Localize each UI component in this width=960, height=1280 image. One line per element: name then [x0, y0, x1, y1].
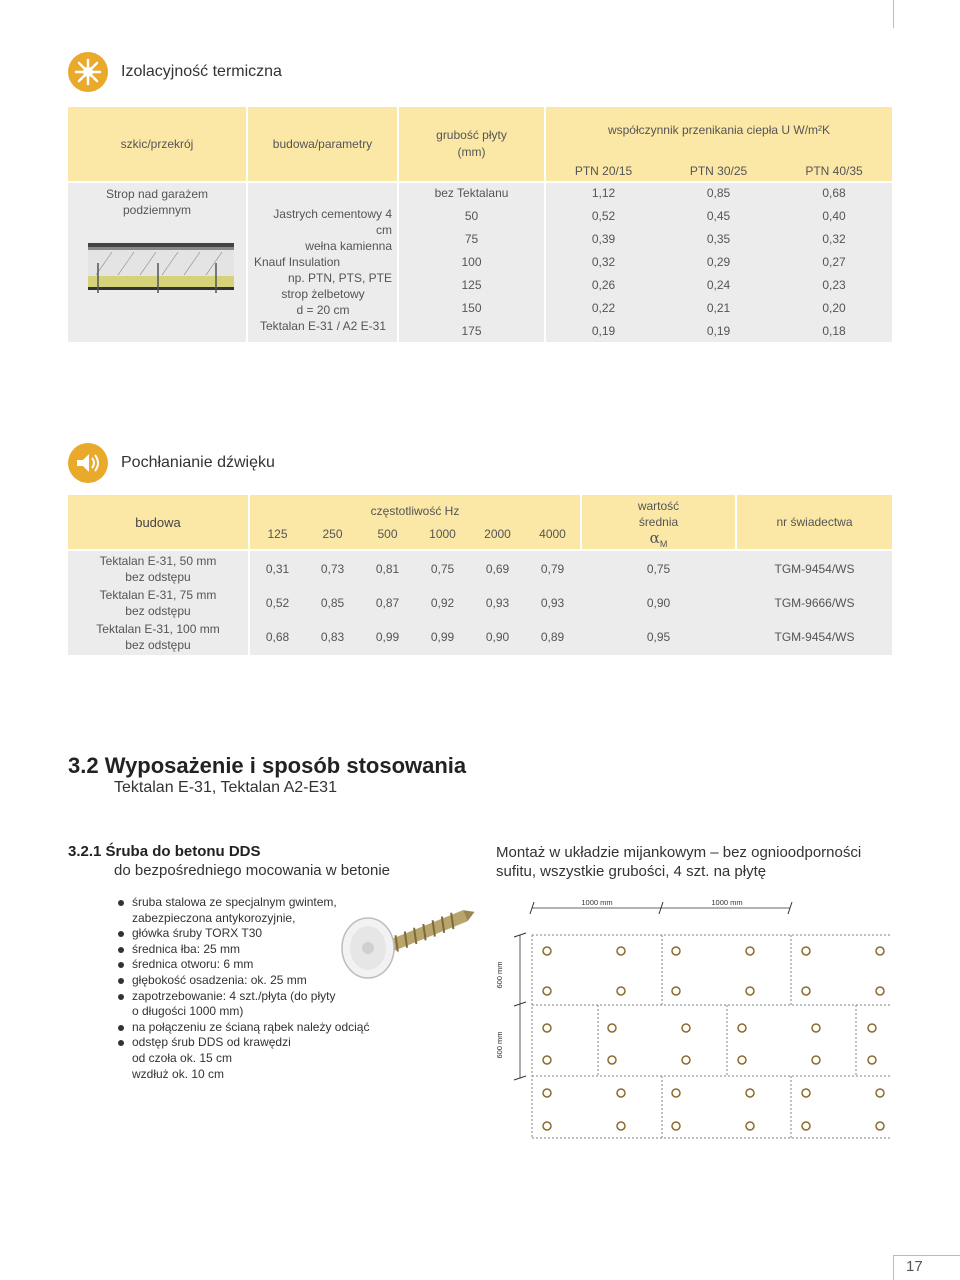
table-cell: 0,93 [540, 596, 565, 610]
table-cell: 0,87 [375, 596, 400, 610]
table-cell: 0,39 [591, 232, 616, 246]
col-ptn-20: PTN 20/15 [574, 164, 633, 178]
list-item: odstęp śrub DDS od krawędzi od czoła ok. 15 cm wzdłuż ok. 10 cm [118, 1035, 398, 1082]
table-cell: 0,93 [485, 596, 510, 610]
table-cell: 0,21 [706, 301, 731, 315]
build-cell [248, 183, 397, 342]
table-cell: 0,99 [430, 630, 455, 644]
dim-label-h1: 1000 mm [581, 898, 613, 907]
table-cell: 0,19 [706, 324, 731, 338]
table-cell: 0,83 [320, 630, 345, 644]
table-cell: 0,22 [591, 301, 616, 315]
table-cell: 0,52 [591, 209, 616, 223]
table-cell: 75 [464, 232, 479, 246]
average-label: wartość średnia [637, 499, 680, 529]
list-item: głębokość osadzenia: ok. 25 mm [118, 973, 398, 989]
section-subheading: Tektalan E-31, Tektalan A2-E31 [114, 779, 337, 796]
table-cell: 0,90 [485, 630, 510, 644]
table-cell: 0,95 [646, 630, 671, 644]
freq-250: 250 [322, 527, 343, 541]
table-cell: 0,90 [646, 596, 671, 610]
thermal-insulation-icon [68, 52, 108, 92]
table-cell: bez Tektalanu [434, 186, 509, 200]
table-cell: 0,99 [375, 630, 400, 644]
table-cell: 50 [464, 209, 479, 223]
header-build-sound: budowa [68, 495, 248, 549]
table-cell: 0,69 [485, 562, 510, 576]
table-cell: 0,45 [706, 209, 731, 223]
sound-build-row: Tektalan E-31, 75 mm bez odstępu [99, 588, 217, 618]
sound-build-row: Tektalan E-31, 50 mm bez odstępu [99, 554, 217, 584]
table-cell: 125 [461, 278, 482, 292]
header-average [582, 495, 735, 549]
thermal-section-title: Izolacyjność termiczna [121, 63, 282, 80]
subsection-subheading: do bezpośredniego mocowania w betonie [114, 862, 391, 879]
sketch-cell [68, 183, 246, 342]
header-sketch: szkic/przekrój [68, 107, 246, 181]
build-line: d = 20 cm [296, 303, 350, 317]
sound-values-area [250, 551, 892, 655]
build-line: Jastrych cementowy 4 cm [273, 207, 392, 237]
mounting-diagram [490, 893, 890, 1141]
sketch-label: Strop nad garażem podziemnym [105, 187, 209, 217]
table-cell: 0,79 [540, 562, 565, 576]
page-number-box [893, 1255, 960, 1280]
table-cell: 0,18 [822, 324, 846, 338]
alpha-subscript: M [659, 539, 668, 549]
table-cell: TGM-9454/WS [774, 562, 855, 576]
alpha-letter: α [649, 529, 660, 547]
table-cell: 0,23 [822, 278, 846, 292]
table-cell: 0,32 [591, 255, 616, 269]
build-line: np. PTN, PTS, PTE [287, 271, 392, 285]
build-description [254, 206, 392, 334]
table-cell: TGM-9454/WS [774, 630, 855, 644]
table-cell: 0,31 [265, 562, 290, 576]
section-heading: 3.2 Wyposażenie i sposób stosowania [68, 753, 467, 778]
top-rule [0, 0, 960, 1]
cross-section-drawing [88, 243, 234, 299]
table-cell: 0,89 [540, 630, 565, 644]
dim-label-v2: 600 mm [495, 1031, 504, 1059]
alpha-symbol [582, 529, 735, 549]
sound-build-column [68, 551, 248, 655]
freq-1000: 1000 [429, 527, 456, 541]
table-cell: 0,92 [430, 596, 455, 610]
frequency-label: częstotliwość Hz [370, 504, 460, 518]
table-cell: 0,35 [706, 232, 731, 246]
table-cell: 1,12 [591, 186, 616, 200]
list-item: śruba stalowa ze specjalnym gwintem, zabezpieczona antykorozyjnie, [118, 895, 398, 926]
screw-illustration [330, 890, 480, 990]
table-cell: 0,20 [822, 301, 846, 315]
table-cell: 0,68 [822, 186, 846, 200]
build-line: Tektalan E-31 / A2 E-31 [259, 319, 387, 333]
page-edge-line [893, 0, 894, 28]
header-build: budowa/parametry [248, 107, 397, 181]
dim-label-h2: 1000 mm [711, 898, 743, 907]
sound-section-title: Pochłanianie dźwięku [121, 454, 275, 471]
freq-4000: 4000 [539, 527, 566, 541]
table-cell: 0,26 [591, 278, 616, 292]
freq-500: 500 [377, 527, 398, 541]
table-cell: 0,27 [822, 255, 846, 269]
sound-build-row: Tektalan E-31, 100 mm bez odstępu [96, 622, 220, 652]
col-ptn-30: PTN 30/25 [689, 164, 748, 178]
table-cell: 0,29 [706, 255, 731, 269]
header-thickness: grubość płyty (mm) [399, 107, 544, 181]
table-cell: 0,24 [706, 278, 731, 292]
u-value-title: współczynnik przenikania ciepła U W/m²K [607, 123, 831, 137]
sound-absorption-icon [68, 443, 108, 483]
table-cell: 0,75 [430, 562, 455, 576]
page-number: 17 [906, 1258, 923, 1275]
table-cell: 0,40 [822, 209, 846, 223]
table-cell: 0,85 [320, 596, 345, 610]
table-cell: 175 [461, 324, 482, 338]
table-cell: 0,32 [822, 232, 846, 246]
build-line: wełna kamienna [305, 239, 392, 253]
header-certificate: nr świadectwa [737, 495, 892, 549]
list-item: na połączeniu ze ścianą rąbek należy odciąć [118, 1020, 398, 1036]
freq-125: 125 [267, 527, 288, 541]
dim-label-v1: 600 mm [495, 961, 504, 989]
col-ptn-40: PTN 40/35 [805, 164, 863, 178]
table-cell: 0,81 [375, 562, 400, 576]
table-cell: TGM-9666/WS [774, 596, 855, 610]
header-frequency [250, 495, 580, 549]
header-u-value [546, 107, 892, 181]
table-cell: 0,19 [591, 324, 616, 338]
list-item: średnica otworu: 6 mm [118, 957, 398, 973]
table-cell: 0,68 [265, 630, 290, 644]
table-cell: 100 [461, 255, 482, 269]
table-cell: 0,75 [646, 562, 671, 576]
mount-title: Montaż w układzie mijankowym – bez ognioodporności sufitu, wszystkie grubości, 4 szt. na płytę [496, 844, 862, 880]
list-item: główka śruby TORX T30 [118, 926, 398, 942]
build-line: strop żelbetowy [281, 287, 365, 301]
table-cell: 0,73 [320, 562, 345, 576]
table-cell: 0,52 [265, 596, 290, 610]
list-item: średnica łba: 25 mm [118, 942, 398, 958]
table-cell: 150 [461, 301, 482, 315]
table-cell: 0,85 [706, 186, 731, 200]
freq-2000: 2000 [484, 527, 511, 541]
list-item: zapotrzebowanie: 4 szt./płyta (do płyty o długości 1000 mm) [118, 989, 398, 1020]
build-line: Knauf Insulation [254, 255, 341, 269]
subsection-heading: 3.2.1 Śruba do betonu DDS [68, 843, 261, 860]
